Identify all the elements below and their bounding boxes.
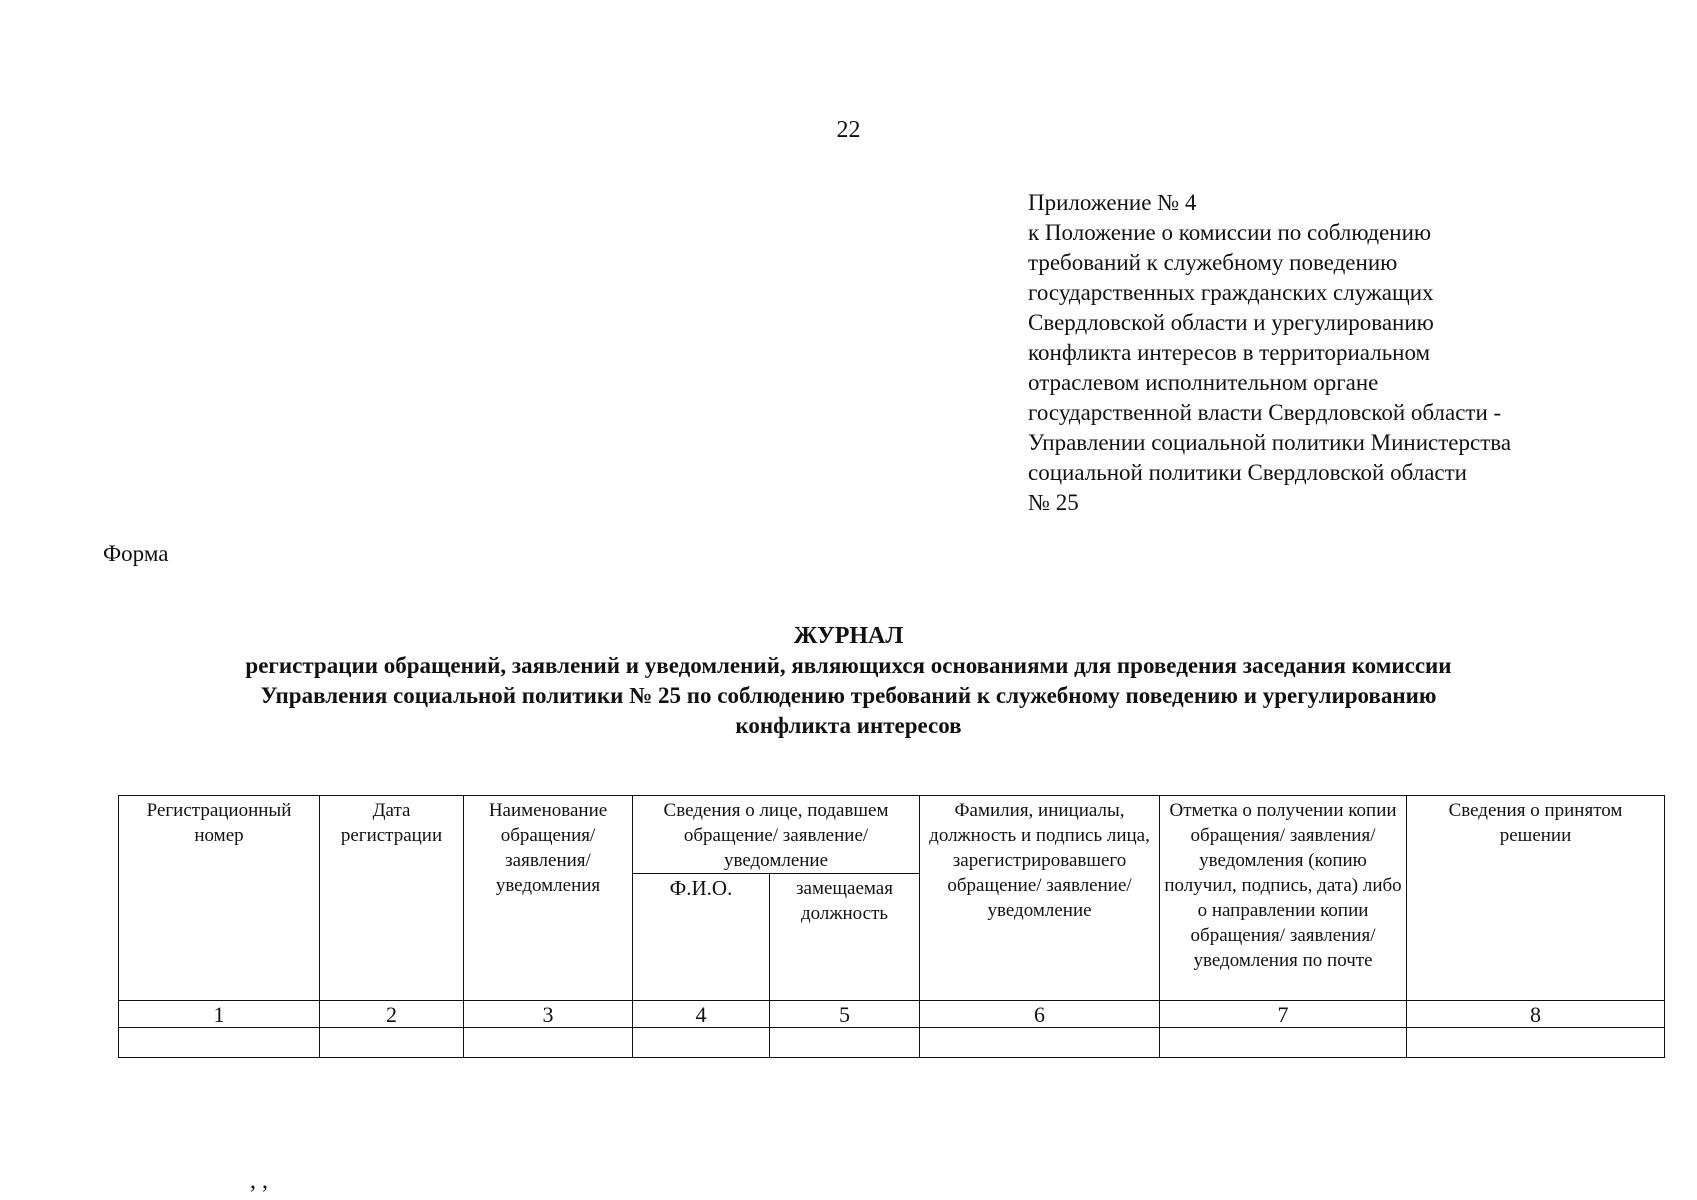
table-cell [770,1028,920,1058]
column-number: 2 [320,1001,464,1028]
header-reg-date: Дата регистрации [320,796,464,1001]
table-cell [1407,1028,1665,1058]
table-cell [320,1028,464,1058]
header-person-info: Сведения о лице, подавшем обращение/ заявление/ уведомление [633,796,920,874]
appendix-line: № 25 [1028,490,1079,515]
form-label: Форма [103,541,169,566]
appendix-line: Свердловской области и урегулированию [1028,310,1434,335]
column-number: 7 [1160,1001,1407,1028]
page-number: 22 [836,117,861,143]
appendix-line: к Положение о комиссии по соблюдению [1028,220,1432,245]
table-cell [119,1028,320,1058]
header-name: Наименование обращения/ заявления/ уведомления [464,796,633,1001]
appendix-line: Управлении социальной политики Министерства [1028,430,1512,455]
appendix-line: конфликта интересов в территориальном [1028,340,1431,365]
title-line: регистрации обращений, заявлений и уведомлений, являющихся основаниями для проведения заседания комиссии [245,653,1452,678]
header-registrar: Фамилия, инициалы, должность и подпись лица, зарегистрировавшего обращение/ заявление/ уведомление [920,796,1160,1001]
appendix-line: Приложение № 4 [1028,190,1197,215]
title-line: конфликта интересов [735,713,962,738]
column-number: 8 [1407,1001,1665,1028]
appendix-line: государственной власти Свердловской области - [1028,400,1502,425]
header-fio: Ф.И.О. [633,874,770,1001]
column-number: 1 [119,1001,320,1028]
document-title [0,621,1697,741]
header-copy-mark: Отметка о получении копии обращения/ заявления/ уведомления (копию получил, подпись, дата) либо о направлении копии обращения/ заявления/ уведомления по почте [1160,796,1407,1001]
appendix-line: требований к служебному поведению [1028,250,1398,275]
table-cell [920,1028,1160,1058]
appendix-line: отраслевом исполнительном органе [1028,370,1379,395]
title-line: Управления социальной политики № 25 по соблюдению требований к служебному поведению и урегулированию [260,683,1437,708]
table-cell [1160,1028,1407,1058]
header-position: замещаемая должность [770,874,920,1001]
table-cell [633,1028,770,1058]
appendix-line: социальной политики Свердловской области [1028,460,1467,485]
appendix-block [1028,188,1668,518]
column-number: 6 [920,1001,1160,1028]
table-row [119,1028,1665,1058]
journal-table [118,795,1665,1058]
column-number: 4 [633,1001,770,1028]
journal-title: ЖУРНАЛ [793,623,904,649]
appendix-line: государственных гражданских служащих [1028,280,1434,305]
header-decision: Сведения о принятом решении [1407,796,1665,1001]
stray-marks: , , [250,1168,268,1194]
column-number: 3 [464,1001,633,1028]
table-cell [464,1028,633,1058]
column-number: 5 [770,1001,920,1028]
column-number-row [119,1001,1665,1028]
header-reg-number: Регистрационный номер [119,796,320,1001]
header-row [119,796,1665,874]
